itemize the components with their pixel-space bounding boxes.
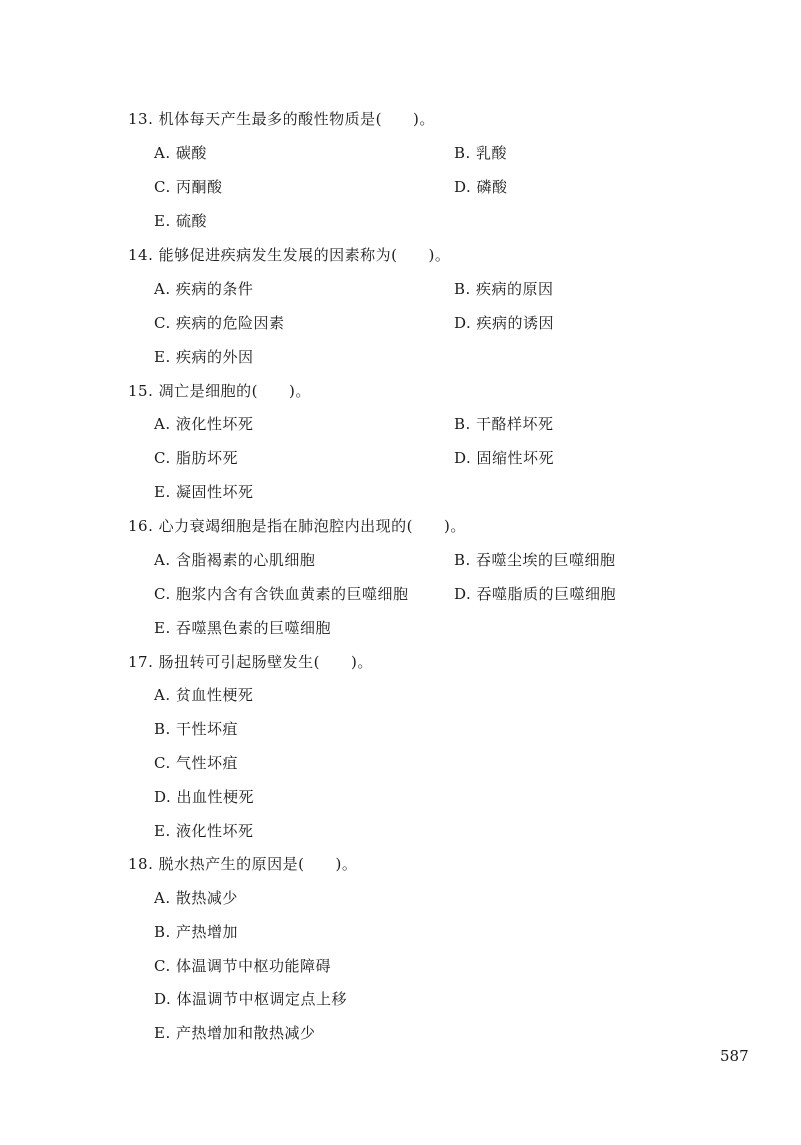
question-13-stem: 13. 机体每天产生最多的酸性物质是( )。 (128, 110, 435, 128)
question-13-option-a: A. 碳酸 (154, 144, 207, 162)
question-16-option-d: D. 吞噬脂质的巨噬细胞 (454, 585, 617, 603)
question-14-option-e: E. 疾病的外因 (154, 348, 254, 366)
question-13-option-b: B. 乳酸 (454, 144, 508, 162)
question-13-option-e: E. 硫酸 (154, 212, 207, 230)
question-17-option-e: E. 液化性坏死 (154, 822, 254, 840)
question-17-option-d: D. 出血性梗死 (154, 788, 255, 806)
question-18-option-c: C. 体温调节中枢功能障碍 (154, 957, 331, 975)
question-13-option-d: D. 磷酸 (454, 178, 508, 196)
question-15-option-d: D. 固缩性坏死 (454, 449, 555, 467)
question-16-option-c: C. 胞浆内含有含铁血黄素的巨噬细胞 (154, 585, 409, 603)
question-17-option-b: B. 干性坏疽 (154, 720, 239, 738)
question-17-stem: 17. 肠扭转可引起肠壁发生( )。 (128, 653, 373, 671)
question-18-option-b: B. 产热增加 (154, 923, 239, 941)
question-14-stem: 14. 能够促进疾病发生发展的因素称为( )。 (128, 246, 451, 264)
question-14-option-a: A. 疾病的条件 (154, 280, 254, 298)
question-16-option-b: B. 吞噬尘埃的巨噬细胞 (454, 551, 616, 569)
question-18-stem: 18. 脱水热产生的原因是( )。 (128, 855, 358, 873)
question-16-option-a: A. 含脂褐素的心肌细胞 (154, 551, 316, 569)
question-15-option-e: E. 凝固性坏死 (154, 483, 254, 501)
question-15-option-b: B. 干酪样坏死 (454, 415, 554, 433)
question-14-option-b: B. 疾病的原因 (454, 280, 554, 298)
question-14-option-c: C. 疾病的危险因素 (154, 314, 285, 332)
page-number: 587 (720, 1047, 749, 1065)
question-14-option-d: D. 疾病的诱因 (454, 314, 555, 332)
question-15-option-a: A. 液化性坏死 (154, 415, 254, 433)
question-15-stem: 15. 凋亡是细胞的( )。 (128, 382, 311, 400)
question-18-option-e: E. 产热增加和散热减少 (154, 1024, 316, 1042)
question-15-option-c: C. 脂肪坏死 (154, 449, 238, 467)
question-17-option-a: A. 贫血性梗死 (154, 686, 254, 704)
question-13-option-c: C. 丙酮酸 (154, 178, 223, 196)
question-18-option-a: A. 散热减少 (154, 889, 238, 907)
question-16-option-e: E. 吞噬黑色素的巨噬细胞 (154, 619, 331, 637)
question-18-option-d: D. 体温调节中枢调定点上移 (154, 990, 348, 1008)
question-16-stem: 16. 心力衰竭细胞是指在肺泡腔内出现的( )。 (128, 517, 466, 535)
question-17-option-c: C. 气性坏疽 (154, 754, 238, 772)
